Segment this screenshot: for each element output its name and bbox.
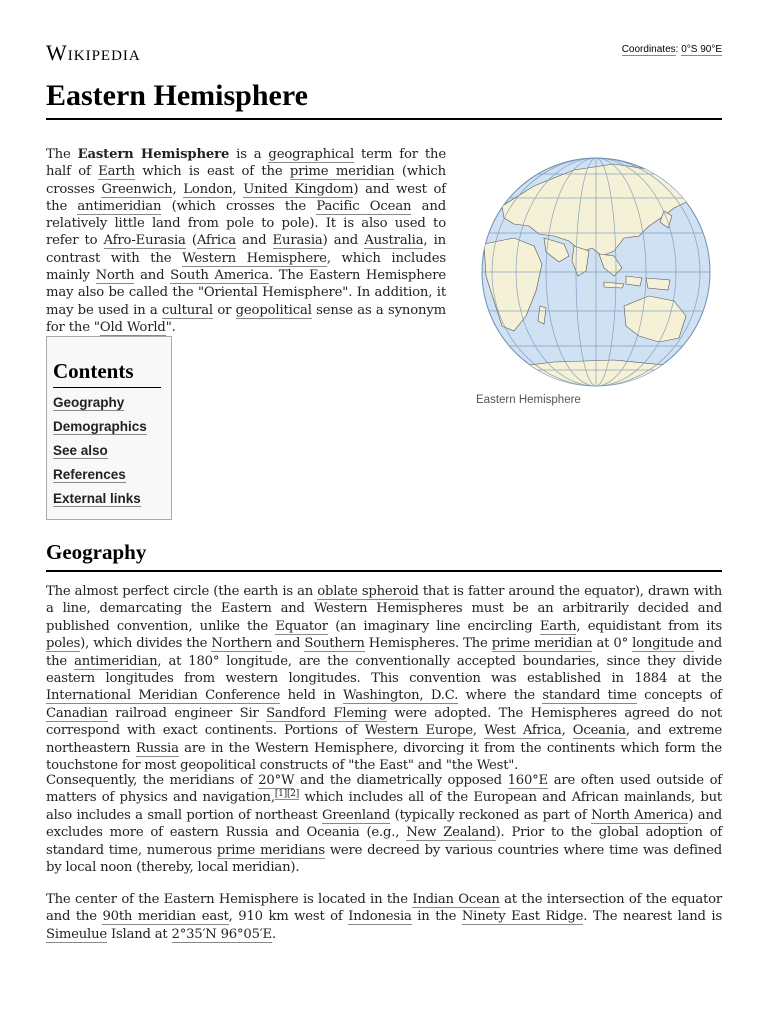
link-oblate-spheroid[interactable]: oblate spheroid — [317, 584, 419, 599]
link-greenwich[interactable]: Greenwich — [101, 181, 173, 197]
link-western-hemisphere[interactable]: Western Hemisphere — [182, 250, 327, 266]
link-greenland[interactable]: Greenland — [321, 807, 391, 823]
link-united-kingdom[interactable]: United Kingdom — [243, 181, 354, 197]
eastern-hemisphere-globe-image[interactable] — [474, 156, 718, 388]
toc-item-demographics[interactable]: Demographics — [53, 419, 147, 434]
link-west-africa[interactable]: West Africa — [484, 723, 562, 739]
geography-paragraph-3: The center of the Eastern Hemisphere is located in the Indian Ocean at the intersection of the equator and the 90th meridian east, 910 km west of Indonesia in the Ninety East Ridge. The nearest land is Simeulue Island at 2°35′N 96°05′E. — [46, 892, 723, 942]
link-antimeridian[interactable]: antimeridian — [77, 198, 162, 214]
page-title: Eastern Hemisphere — [46, 78, 722, 120]
ref-1[interactable]: [1] — [274, 789, 287, 800]
toc-item-external-links[interactable]: External links — [53, 491, 141, 506]
toc-item-see-also[interactable]: See also — [53, 443, 108, 458]
link-pacific-ocean[interactable]: Pacific Ocean — [316, 198, 412, 214]
globe-figure — [474, 156, 722, 406]
toc-item-geography[interactable]: Geography — [53, 395, 125, 410]
link-oceania[interactable]: Oceania — [572, 723, 626, 739]
link-southern[interactable]: Southern — [304, 636, 365, 652]
link-poles[interactable]: poles — [46, 636, 81, 652]
intro-paragraph: The Eastern Hemisphere is a geographical term for the half of Earth which is east of the prime meridian (which crosses Greenwich, London, United Kingdom) and west of the antimeridian (which crosses the Pacific Ocean and relatively little land from pole to pole). It is also used to refer to Afro-Eurasia (Africa and Eurasia) and Australia, in contrast with the Western Hemisphere, which includes mainly North and South America. The Eastern Hemisphere may also be called the "Oriental Hemisphere". In addition, it may be used in a cultural or geopolitical sense as a synonym for the "Old World". — [46, 147, 447, 335]
link-160e[interactable]: 160°E — [507, 773, 548, 788]
link-north-america[interactable]: North — [95, 268, 135, 284]
link-indonesia[interactable]: Indonesia — [348, 909, 412, 925]
bold-term: Eastern Hemisphere — [77, 147, 230, 162]
link-geopolitical[interactable]: geopolitical — [235, 302, 312, 318]
link-antimeridian-2[interactable]: antimeridian — [74, 653, 158, 669]
link-equator[interactable]: Equator — [275, 618, 328, 634]
link-20w[interactable]: 20°W — [258, 773, 295, 788]
link-earth-2[interactable]: Earth — [539, 618, 577, 634]
link-90th-meridian-east[interactable]: 90th meridian east — [102, 909, 229, 925]
coordinates-value-link[interactable]: 0°S 90°E — [681, 44, 722, 55]
toc-heading: Contents — [53, 359, 161, 388]
link-eurasia[interactable]: Eurasia — [272, 233, 323, 249]
coordinates-label-link[interactable]: Coordinates — [621, 44, 676, 55]
link-simeulue[interactable]: Simeulue — [46, 926, 107, 942]
link-prime-meridian[interactable]: prime meridian — [289, 164, 395, 180]
link-standard-time[interactable]: standard time — [542, 688, 637, 704]
link-longitude[interactable]: longitude — [632, 636, 694, 652]
link-new-zealand[interactable]: New Zealand — [406, 825, 496, 841]
wikipedia-logo[interactable]: Wikipedia — [46, 40, 141, 65]
link-geographical[interactable]: geographical — [268, 147, 355, 162]
link-africa[interactable]: Africa — [196, 233, 236, 249]
link-afro-eurasia[interactable]: Afro-Eurasia — [103, 233, 186, 249]
toc-item-references[interactable]: References — [53, 467, 126, 482]
geography-paragraph-2: Consequently, the meridians of 20°W and the diametrically opposed 160°E are often used outside of matters of physics and navigation,[1][2] which includes all of the European and African mainlands, but also includes a small portion of northeast Greenland (typically reckoned as part of North America) and excludes more of eastern Russia and Oceania (e.g., New Zealand). Prior to the global adoption of standard time, numerous prime meridians were decreed by various countries where time was defined by local noon (thereby, local meridian). — [46, 773, 723, 876]
ref-2[interactable]: [2] — [286, 789, 300, 800]
link-western-europe[interactable]: Western Europe — [364, 723, 473, 739]
link-russia[interactable]: Russia — [135, 740, 179, 756]
link-earth[interactable]: Earth — [98, 164, 135, 180]
link-washington-dc[interactable]: Washington, D.C. — [343, 688, 459, 704]
link-cultural[interactable]: cultural — [161, 302, 213, 318]
table-of-contents — [46, 336, 172, 520]
geography-paragraph-1: The almost perfect circle (the earth is an oblate spheroid that is fatter around the equator), drawn with a line, demarcating the Eastern and Western Hemispheres must be an arbitrarily decided and published convention, unlike the Equator (an imaginary line encircling Earth, equidistant from its poles), which divides the Northern and Southern Hemispheres. The prime meridian at 0° longitude and the antimeridian, at 180° longitude, are the conventionally accepted boundaries, since they divide eastern longitudes from western longitudes. This convention was established in 1884 at the International Meridian Conference held in Washington, D.C. where the standard time concepts of Canadian railroad engineer Sir Sandford Fleming were adopted. The Hemispheres agreed do not correspond with exact continents. Portions of Western Europe, West Africa, Oceania, and extreme northeastern Russia are in the Western Hemisphere, divorcing it from the continents which form the touchstone for most geopolitical constructs of "the East" and "the West". — [46, 584, 723, 774]
link-london[interactable]: London — [183, 181, 233, 197]
link-canadian[interactable]: Canadian — [46, 705, 108, 721]
link-north-america-2[interactable]: North America — [591, 807, 689, 823]
link-prime-meridians[interactable]: prime meridians — [216, 842, 325, 858]
section-heading-geography: Geography — [46, 540, 722, 572]
link-northern[interactable]: Northern — [211, 636, 272, 652]
figure-caption: Eastern Hemisphere — [476, 394, 581, 406]
link-south-america[interactable]: South America — [170, 268, 269, 284]
link-coordinates-inline[interactable]: 2°35′N 96°05′E — [171, 926, 272, 942]
link-australia[interactable]: Australia — [364, 233, 424, 249]
link-indian-ocean[interactable]: Indian Ocean — [412, 892, 500, 907]
link-sandford-fleming[interactable]: Sandford Fleming — [266, 705, 387, 721]
coordinates: Coordinates: 0°S 90°E — [621, 44, 722, 55]
link-prime-meridian-2[interactable]: prime meridian — [491, 636, 593, 652]
link-old-world[interactable]: Old World — [99, 319, 166, 335]
link-international-meridian-conference[interactable]: International Meridian Conference — [46, 688, 281, 704]
link-ninety-east-ridge[interactable]: Ninety East Ridge — [461, 909, 584, 925]
